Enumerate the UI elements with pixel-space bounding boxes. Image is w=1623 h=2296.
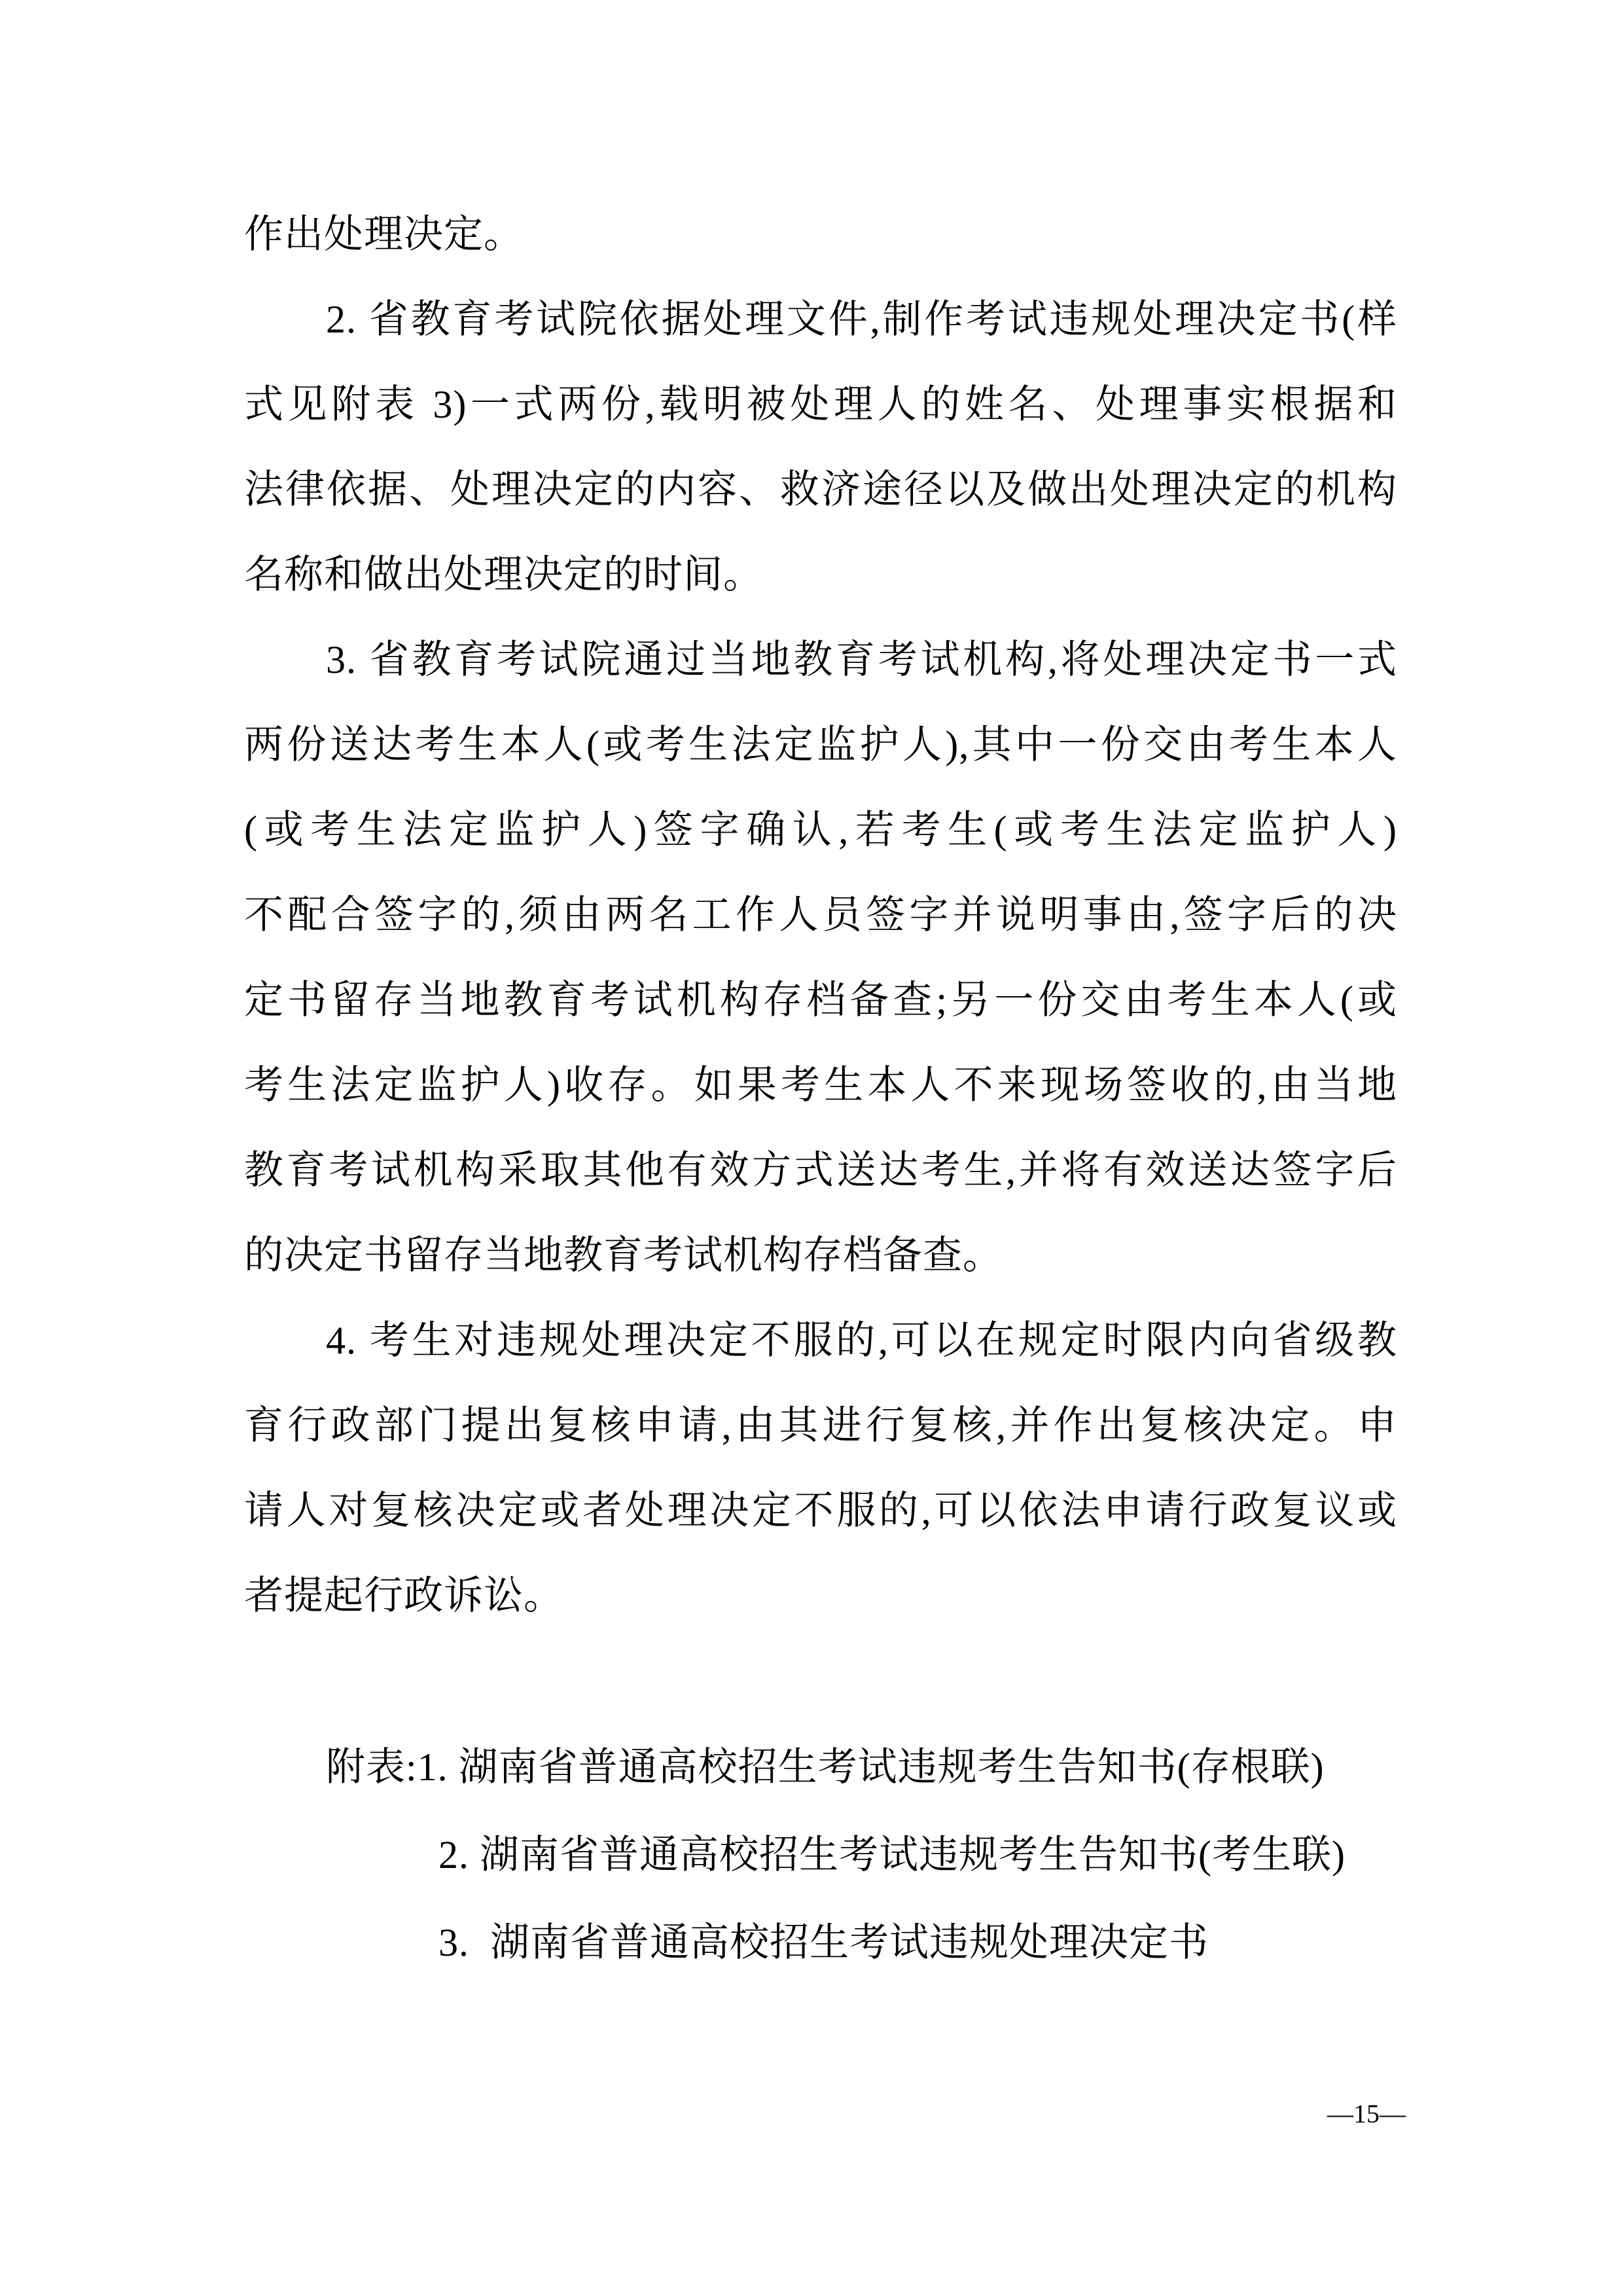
page-number: —15— bbox=[1327, 2099, 1406, 2128]
body-line: 教育考试机构采取其他有效方式送达考生,并将有效送达签字后 bbox=[244, 1149, 1397, 1192]
body-line: 的决定书留存当地教育考试机构存档备查。 bbox=[244, 1234, 1003, 1277]
blank-line bbox=[244, 1638, 1397, 1723]
attachment-line: 2. 湖南省普通高校招生考试违规考生告知书(考生联) bbox=[438, 1833, 1346, 1876]
body-line: 名称和做出处理决定的时间。 bbox=[244, 553, 763, 596]
body-line: 定书留存当地教育考试机构存档备查;另一份交由考生本人(或 bbox=[244, 978, 1397, 1022]
body-line: 者提起行政诉讼。 bbox=[244, 1574, 563, 1617]
body-line: 育行政部门提出复核申请,由其进行复核,并作出复核决定。申 bbox=[244, 1404, 1397, 1447]
body-line: 请人对复核决定或者处理决定不服的,可以依法申请行政复议或 bbox=[244, 1489, 1397, 1532]
attachment-line: 3. 湖南省普通高校招生考试违规处理决定书 bbox=[438, 1921, 1209, 1964]
attachment-line: 附表:1. 湖南省普通高校招生考试违规考生告知书(存根联) bbox=[326, 1746, 1325, 1789]
body-line: 两份送达考生本人(或考生法定监护人),其中一份交由考生本人 bbox=[244, 723, 1397, 766]
body-line: 法律依据、处理决定的内容、救济途径以及做出处理决定的机构 bbox=[244, 468, 1397, 511]
body-line: 作出处理决定。 bbox=[244, 213, 524, 256]
body-line: 考生法定监护人)收存。如果考生本人不来现场签收的,由当地 bbox=[244, 1064, 1397, 1107]
body-line: (或考生法定监护人)签字确认,若考生(或考生法定监护人) bbox=[244, 808, 1397, 852]
body-line: 4. 考生对违规处理决定不服的,可以在规定时限内向省级教 bbox=[326, 1319, 1397, 1362]
document-body bbox=[244, 192, 1397, 1986]
body-line: 2. 省教育考试院依据处理文件,制作考试违规处理决定书(样 bbox=[326, 298, 1397, 341]
body-line: 式见附表 3)一式两份,载明被处理人的姓名、处理事实根据和 bbox=[244, 383, 1397, 426]
body-line: 不配合签字的,须由两名工作人员签字并说明事由,签字后的决 bbox=[244, 893, 1397, 937]
body-line: 3. 省教育考试院通过当地教育考试机构,将处理决定书一式 bbox=[326, 638, 1397, 681]
